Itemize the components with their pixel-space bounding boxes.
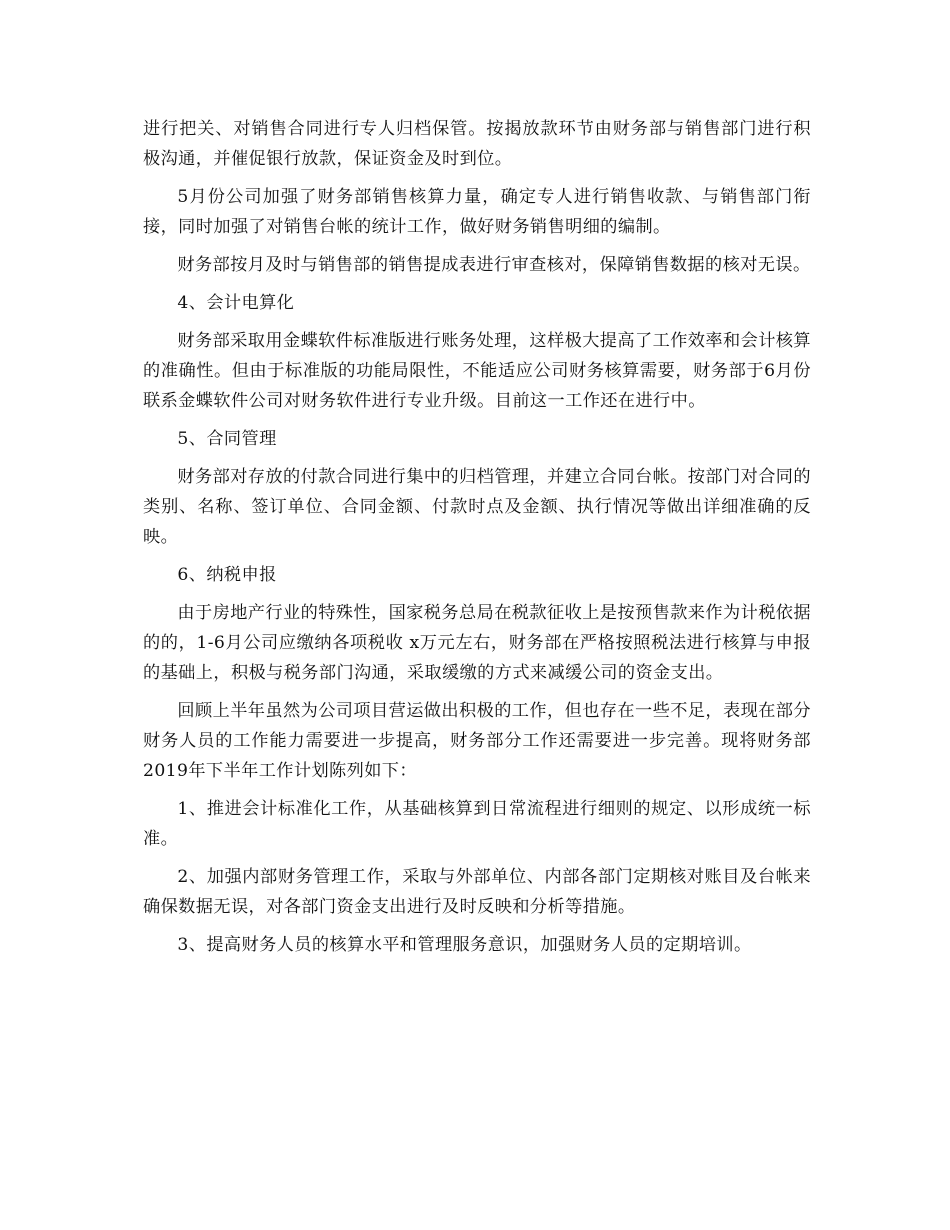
paragraph-7: 财务部对存放的付款合同进行集中的归档管理，并建立合同台帐。按部门对合同的类别、名称、签订单位、合同金额、付款时点及金额、执行情况等做出详细准确的反映。: [143, 467, 811, 547]
plan-item-3: 3、提高财务人员的核算水平和管理服务意识，加强财务人员的定期培训。: [177, 935, 752, 955]
section-heading-tax-filing: 6、纳税申报: [177, 565, 277, 585]
paragraph-1: 进行把关、对销售合同进行专人归档保管。按揭放款环节由财务部与销售部门进行积极沟通，并催促银行放款，保证资金及时到位。: [143, 119, 811, 169]
paragraph-5: 财务部采取用金蝶软件标准版进行账务处理，这样极大提高了工作效率和会计核算的准确性。但由于标准版的功能局限性，不能适应公司财务核算需要，财务部于6月份联系金蝶软件公司对财务软件进行专业升级。目前这一工作还在进行中。: [143, 331, 811, 411]
plan-item-2: 2、加强内部财务管理工作，采取与外部单位、内部各部门定期核对账目及台帐来确保数据无误，对各部门资金支出进行及时反映和分析等措施。: [143, 867, 811, 917]
paragraph-2: 5月份公司加强了财务部销售核算力量，确定专人进行销售收款、与销售部门衔接，同时加强了对销售台帐的统计工作，做好财务销售明细的编制。: [143, 187, 811, 237]
section-heading-contract-management: 5、合同管理: [177, 429, 277, 449]
section-heading-accounting-computerization: 4、会计电算化: [177, 293, 295, 313]
paragraph-9: 由于房地产行业的特殊性，国家税务总局在税款征收上是按预售款来作为计税依据的的，1-6月公司应缴纳各项税收 x万元左右，财务部在严格按照税法进行核算与申报的基础上，积极与税务部门沟通，采取缓缴的方式来减缓公司的资金支出。: [143, 603, 811, 683]
paragraph-3: 财务部按月及时与销售部的销售提成表进行审查核对，保障销售数据的核对无误。: [177, 255, 811, 275]
paragraph-10: 回顾上半年虽然为公司项目营运做出积极的工作，但也存在一些不足，表现在部分财务人员的工作能力需要进一步提高，财务部分工作还需要进一步完善。现将财务部2019年下半年工作计划陈列如下：: [143, 701, 811, 781]
plan-item-1: 1、推进会计标准化工作，从基础核算到日常流程进行细则的规定、以形成统一标准。: [143, 799, 811, 849]
document-body: [143, 114, 811, 968]
